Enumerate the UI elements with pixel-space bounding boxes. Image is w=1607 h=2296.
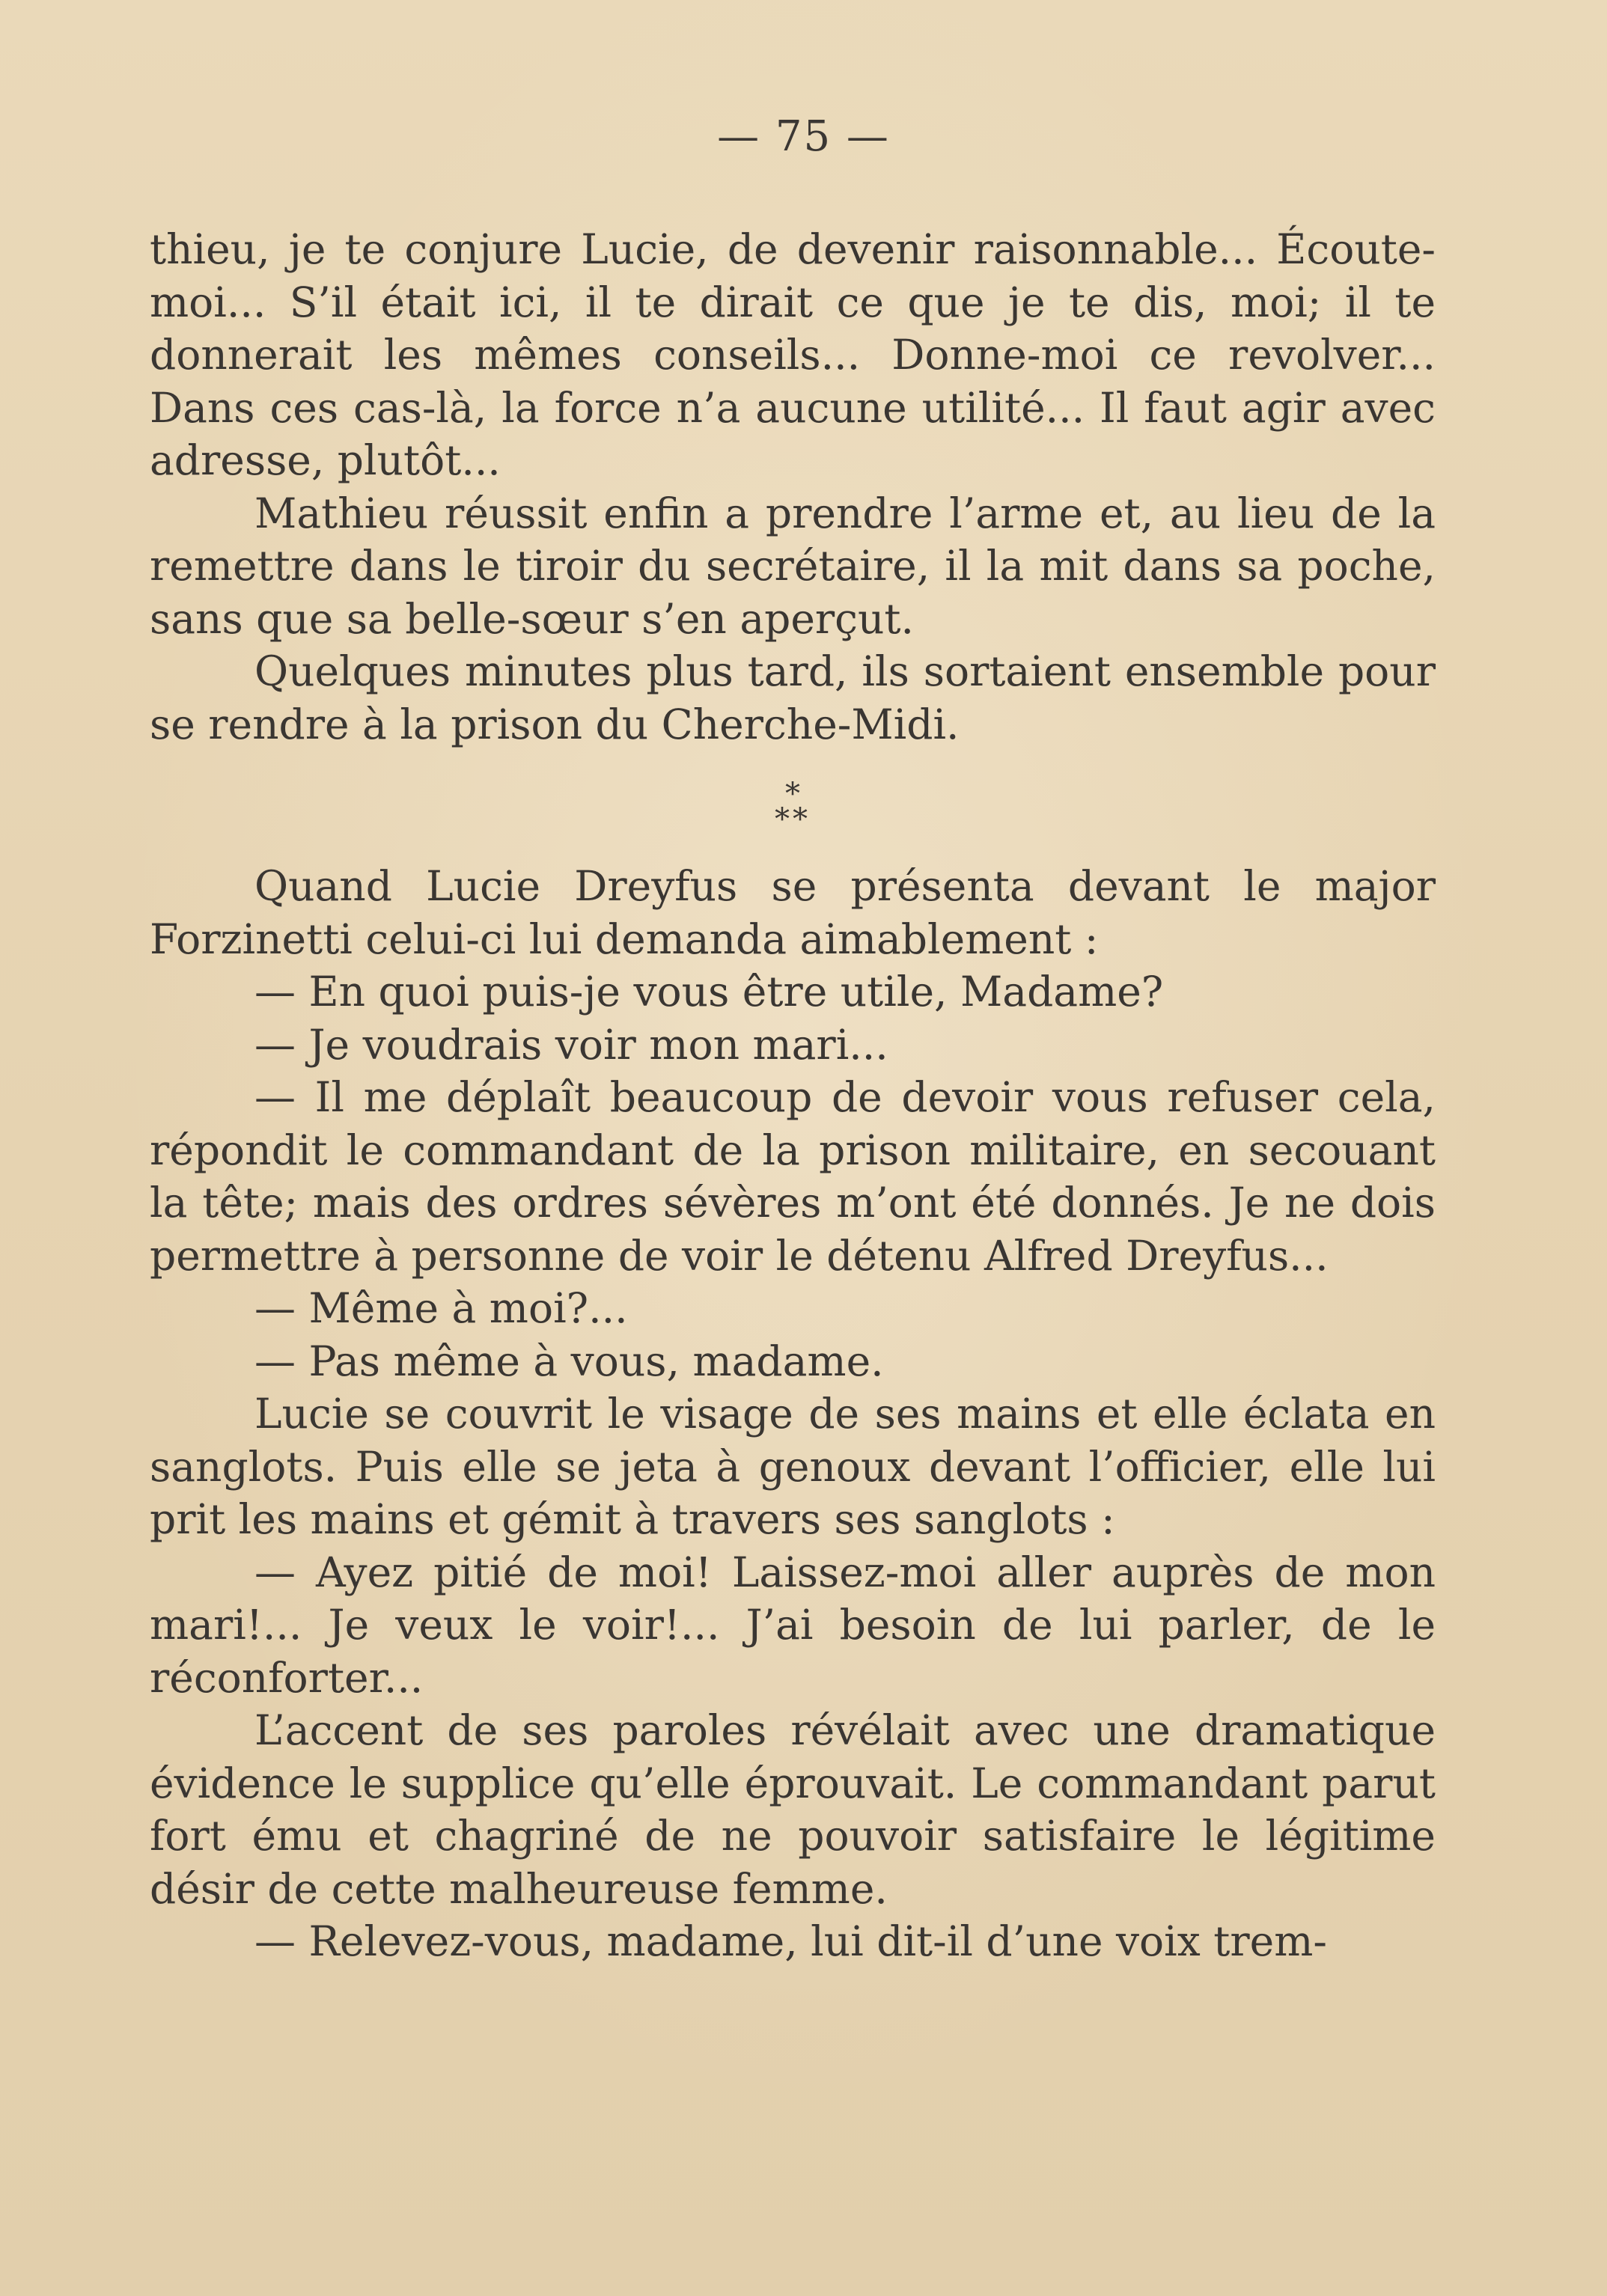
paragraph-revolver: Mathieu réussit enfin a prendre l’arme et, au lieu de la remettre dans le tiroir du secrétaire, il la mit dans sa poche, sans que sa belle-sœur s’en aperçut. <box>150 489 1436 643</box>
dialog-line: — Même à moi?... <box>254 1284 628 1332</box>
asterism-top: * <box>785 777 800 811</box>
paragraph-mathieu-speech: thieu, je te conjure Lucie, de devenir raisonnable... Écoute-moi... S’il était ici, il te dirait ce que je te dis, moi; il te donnerait les mêmes conseils... Donne-moi ce revolver... Dans ces cas-là, la force n’a aucune utilité... Il faut agir avec adresse, plutôt... <box>150 225 1436 484</box>
dialog-line: — Il me déplaît beaucoup de devoir vous refuser cela, répondit le commandant de la prison militaire, en secouant la tête; mais des ordres sévères m’ont été donnés. Je ne dois permettre à personne de voir le détenu Alfred Dreyfus... <box>150 1073 1436 1280</box>
paragraph-departure: Quelques minutes plus tard, ils sortaient ensemble pour se rendre à la prison du Cherche-Midi. <box>150 647 1436 748</box>
paragraph-sobbing: Lucie se couvrit le visage de ses mains et elle éclata en sanglots. Puis elle se jeta à genoux devant l’officier, elle lui prit les mains et gémit à travers ses sanglots : <box>150 1390 1436 1543</box>
paragraph-commandant: L’accent de ses paroles révélait avec une dramatique évidence le supplice qu’elle éprouvait. Le commandant parut fort ému et chagriné de ne pouvoir satisfaire le légitime désir de cette malheureuse femme. <box>150 1706 1436 1913</box>
dialog-line: — Je voudrais voir mon mari... <box>254 1020 888 1069</box>
dialog-line: — Pas même à vous, madame. <box>254 1337 884 1385</box>
dialog-line: — Relevez-vous, madame, lui dit-il d’une voix trem- <box>254 1917 1327 1965</box>
paragraph-arrival: Quand Lucie Dreyfus se présenta devant le major Forzinetti celui-ci lui demanda aimablement : <box>150 862 1436 963</box>
page-body <box>150 223 1436 1968</box>
asterism-bottom: ** <box>775 802 811 837</box>
dialog-line: — En quoi puis-je vous être utile, Madame? <box>254 968 1164 1016</box>
page-number: — 75 — <box>717 112 890 161</box>
dialog-line: — Ayez pitié de moi! Laissez-moi aller auprès de mon mari!... Je veux le voir!... J’ai besoin de lui parler, de le réconforter... <box>150 1548 1436 1702</box>
section-separator <box>150 751 1436 860</box>
